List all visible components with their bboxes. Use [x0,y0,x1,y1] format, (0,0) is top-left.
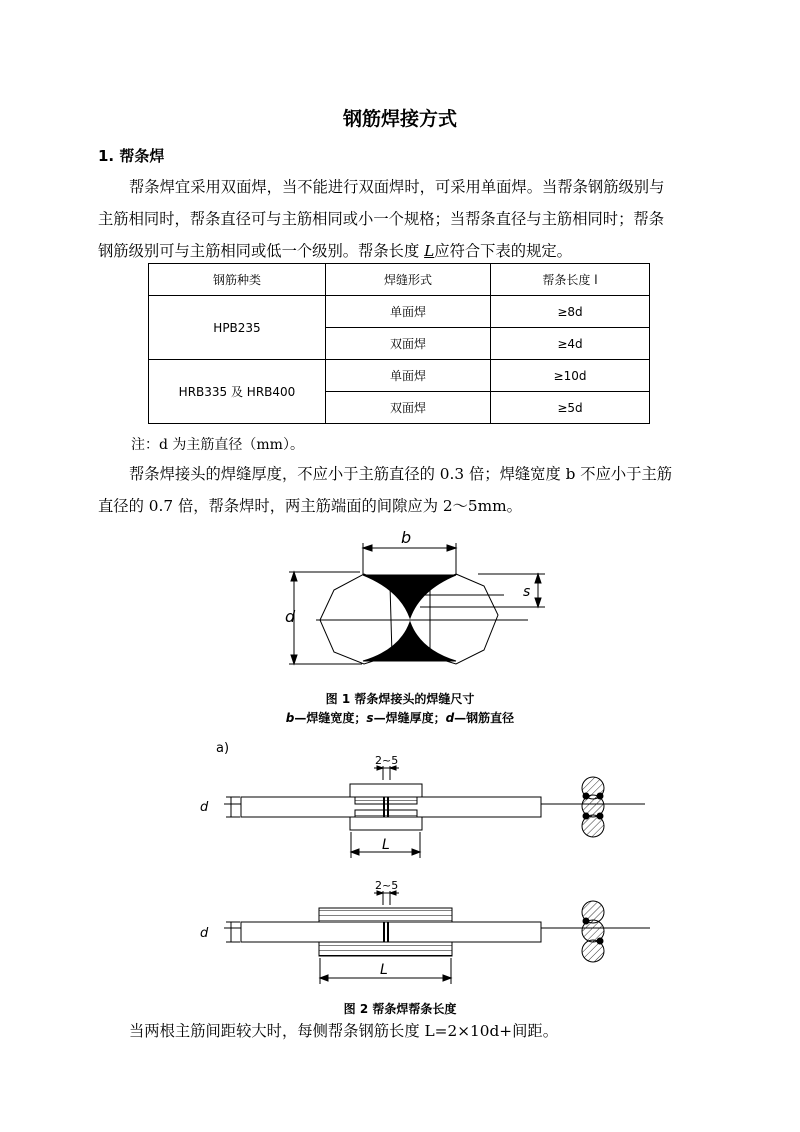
figure2-caption: 图 2 帮条焊帮条长度 [343,1002,457,1016]
gap-label: 2~5 [375,879,399,892]
table-header: 焊缝形式 [326,264,491,296]
para-line: 主筋相同时，帮条直径可与主筋相同或小一个规格；当帮条直径与主筋相同时；帮条 [98,210,664,228]
para-line: 帮条焊接头的焊缝厚度，不应小于主筋直径的 0.3 倍；焊缝宽度 b 不应小于主筋 [129,465,673,483]
gap-label: 2~5 [375,754,399,767]
label-d: d [200,926,209,941]
label-d: d [200,800,209,815]
strap-length-figure [190,736,660,1001]
para-line: 直径的 0.7 倍，帮条焊时，两主筋端面的间隙应为 2～5mm。 [98,497,522,515]
table-cell: 单面焊 [326,296,491,328]
table-cell: 单面焊 [326,360,491,392]
table-cell: 双面焊 [326,392,491,424]
figure1-caption: 图 1 帮条焊接头的焊缝尺寸 [325,692,475,706]
table-header-row [149,264,650,296]
paragraph-intro [98,171,694,267]
paragraph-weld [98,458,694,522]
table-row [149,296,650,328]
table-cell: ≥4d [491,328,650,360]
table-header: 钢筋种类 [149,264,326,296]
section-heading: 1. 帮条焊 [98,147,165,165]
variable-L: L [424,242,435,260]
table-row [149,360,650,392]
table-cell: HPB235 [149,296,326,360]
table-cell: ≥8d [491,296,650,328]
weld-section-figure [260,525,560,685]
label-L: L [382,837,390,853]
table-cell: ≥10d [491,360,650,392]
table-cell: ≥5d [491,392,650,424]
bar-length-table [148,263,650,424]
para-line: 钢筋级别可与主筋相同或低一个级别。帮条长度 L应符合下表的规定。 [98,242,572,260]
label-b: b [401,528,412,547]
para-line: 帮条焊宜采用双面焊，当不能进行双面焊时，可采用单面焊。当帮条钢筋级别与 [129,178,665,196]
label-a: a) [216,741,230,756]
table-header: 帮条长度 l [491,264,650,296]
table-cell: HRB335 及 HRB400 [149,360,326,424]
label-s: s [523,584,531,600]
table-cell: 双面焊 [326,328,491,360]
figure1-legend: b—焊缝宽度；s—焊缝厚度；d—钢筋直径 [285,711,515,725]
para-line: 当两根主筋间距较大时，每侧帮条钢筋长度 L=2×10d+间距。 [129,1022,558,1040]
page-title: 钢筋焊接方式 [342,108,457,130]
label-d: d [285,607,296,626]
table-note: 注：d 为主筋直径（mm）。 [131,437,304,453]
paragraph-final [98,1015,694,1047]
label-L: L [380,962,388,978]
